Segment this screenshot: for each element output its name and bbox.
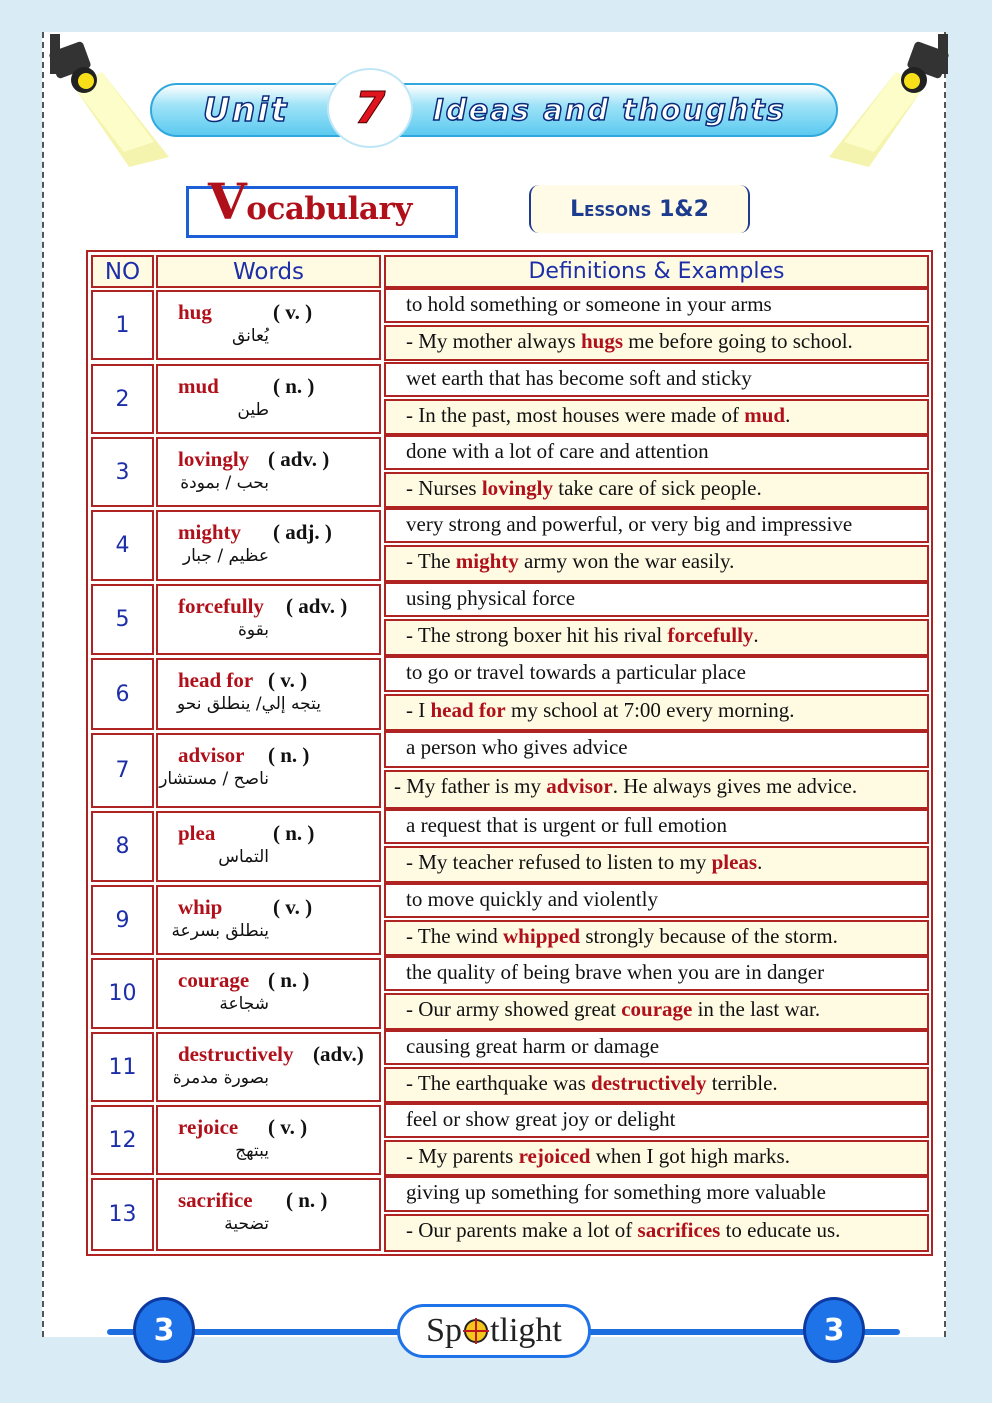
- part-of-speech: (adv.): [313, 1042, 364, 1066]
- lessons-badge: [529, 185, 750, 233]
- unit-number-circle: [327, 68, 413, 148]
- definition-cell: giving up something for something more valuable: [384, 1176, 929, 1212]
- word-english: mighty: [178, 520, 241, 544]
- word-cell: [156, 811, 381, 882]
- definition-cell: to hold something or someone in your arms: [384, 288, 929, 323]
- word-english: mud: [178, 374, 219, 398]
- example-text: - Nurses: [406, 476, 482, 500]
- definition-cell: to go or travel towards a particular place: [384, 656, 929, 692]
- example-cell: [384, 1140, 929, 1176]
- example-text: - My father is my: [394, 774, 547, 798]
- example-cell: [384, 1214, 929, 1252]
- vocabulary-title: [208, 172, 412, 231]
- word-cell: [156, 364, 381, 434]
- example-cell: [384, 472, 929, 508]
- example-text-end: terrible.: [706, 1071, 778, 1095]
- row-number: 12: [91, 1105, 154, 1175]
- word-english: destructively: [178, 1042, 294, 1066]
- row-number: 6: [91, 658, 154, 730]
- example-cell: [384, 920, 929, 956]
- example-text-end: to educate us.: [720, 1218, 841, 1242]
- word-arabic: شجاعة: [219, 994, 269, 1014]
- example-text-end: me before going to school.: [623, 329, 853, 353]
- word-cell: [156, 290, 381, 360]
- spotlight-logo: [397, 1304, 591, 1358]
- part-of-speech: ( n. ): [268, 968, 310, 992]
- lessons-label: Lessons 1&2: [570, 196, 709, 222]
- row-number: 11: [91, 1032, 154, 1102]
- word-cell: [156, 510, 381, 581]
- example-text: - In the past, most houses were made of: [406, 403, 745, 427]
- row-number: 2: [91, 364, 154, 434]
- example-text-end: .: [785, 403, 791, 427]
- word-arabic: عظيم / جبار: [182, 546, 269, 566]
- example-keyword: hugs: [580, 329, 623, 353]
- definition-cell: a person who gives advice: [384, 731, 929, 768]
- word-arabic: التماس: [218, 847, 269, 867]
- word-arabic: بقوة: [237, 620, 269, 640]
- example-keyword: head for: [430, 698, 506, 722]
- word-english: whip: [178, 895, 223, 919]
- example-text: - My teacher refused to listen to my: [406, 850, 712, 874]
- page-number-left: 3: [133, 1297, 195, 1363]
- unit-number: 7: [354, 82, 386, 134]
- part-of-speech: ( n. ): [273, 374, 315, 398]
- row-number: 13: [91, 1178, 154, 1251]
- example-text-end: take care of sick people.: [553, 476, 762, 500]
- row-number: 5: [91, 584, 154, 655]
- word-cell: [156, 1178, 381, 1251]
- example-keyword: advisor: [546, 774, 613, 798]
- word-cell: [156, 733, 381, 808]
- example-keyword: rejoiced: [518, 1144, 591, 1168]
- example-keyword: destructively: [591, 1071, 707, 1095]
- row-number: 7: [91, 733, 154, 808]
- example-cell: [384, 325, 929, 361]
- row-number: 8: [91, 811, 154, 882]
- word-english: hug: [178, 300, 212, 324]
- word-english: plea: [178, 821, 216, 845]
- word-arabic: بحب / بمودة: [180, 473, 269, 493]
- example-keyword: courage: [621, 997, 693, 1021]
- word-arabic: يبتهج: [235, 1141, 269, 1161]
- word-english: rejoice: [178, 1115, 239, 1139]
- word-cell: [156, 1032, 381, 1102]
- example-text: - I: [406, 698, 431, 722]
- example-text: - My parents: [406, 1144, 519, 1168]
- definition-cell: to move quickly and violently: [384, 883, 929, 918]
- example-cell: [384, 619, 929, 656]
- row-number: 10: [91, 958, 154, 1029]
- row-number: 3: [91, 437, 154, 507]
- example-cell: [384, 846, 929, 883]
- word-arabic: تضحية: [224, 1214, 269, 1234]
- vocabulary-initial: V: [208, 172, 247, 231]
- word-arabic: ينطلق بسرعة: [171, 921, 269, 941]
- word-arabic: بصورة مدمرة: [172, 1068, 269, 1088]
- example-text: - Our parents make a lot of: [406, 1218, 638, 1242]
- brand-text-start: Sp: [426, 1312, 463, 1349]
- example-text-end: .: [757, 850, 763, 874]
- part-of-speech: ( adv. ): [268, 447, 330, 471]
- vocabulary-rest: ocabulary: [246, 191, 412, 227]
- example-keyword: mighty: [455, 549, 519, 573]
- example-keyword: pleas: [711, 850, 758, 874]
- example-text-end: when I got high marks.: [590, 1144, 790, 1168]
- part-of-speech: ( v. ): [268, 1115, 308, 1139]
- part-of-speech: ( adj. ): [273, 520, 332, 544]
- example-text-end: my school at 7:00 every morning.: [505, 698, 795, 722]
- header-no: NO: [91, 255, 154, 288]
- word-cell: [156, 958, 381, 1029]
- word-arabic: طين: [237, 400, 269, 420]
- example-text: - Our army showed great: [406, 997, 622, 1021]
- word-arabic: يُعانق: [231, 326, 269, 346]
- word-arabic: ناصح / مستشار: [159, 769, 269, 789]
- word-cell: [156, 437, 381, 507]
- row-number: 4: [91, 510, 154, 581]
- word-english: advisor: [178, 743, 245, 767]
- word-english: sacrifice: [178, 1188, 253, 1212]
- example-cell: [384, 545, 929, 582]
- example-text: - The strong boxer hit his rival: [406, 623, 668, 647]
- example-text: - The earthquake was: [406, 1071, 592, 1095]
- part-of-speech: ( n. ): [273, 821, 315, 845]
- example-text: - The: [406, 549, 456, 573]
- example-text: - The wind: [406, 924, 504, 948]
- word-arabic: يتجه إلي/ ينطلق نحو: [176, 694, 321, 714]
- part-of-speech: ( n. ): [268, 743, 310, 767]
- example-keyword: forcefully: [667, 623, 754, 647]
- example-text-end: .: [753, 623, 759, 647]
- part-of-speech: ( adv. ): [286, 594, 348, 618]
- definition-cell: wet earth that has become soft and sticky: [384, 362, 929, 397]
- example-cell: [384, 1067, 929, 1103]
- example-text-end: in the last war.: [692, 997, 821, 1021]
- definition-cell: done with a lot of care and attention: [384, 435, 929, 470]
- example-cell: [384, 399, 929, 435]
- word-english: lovingly: [178, 447, 250, 471]
- definition-cell: causing great harm or damage: [384, 1030, 929, 1065]
- example-keyword: sacrifices: [637, 1218, 721, 1242]
- unit-label: Unit: [203, 90, 289, 129]
- unit-title: Ideas and thoughts: [433, 93, 786, 127]
- example-cell: [384, 694, 929, 731]
- example-text: - My mother always: [406, 329, 581, 353]
- word-english: courage: [178, 968, 250, 992]
- row-number: 1: [91, 290, 154, 360]
- header-definitions: Definitions & Examples: [384, 255, 929, 288]
- part-of-speech: ( n. ): [286, 1188, 328, 1212]
- part-of-speech: ( v. ): [273, 300, 313, 324]
- row-number: 9: [91, 885, 154, 955]
- word-english: head for: [178, 668, 254, 692]
- word-cell: [156, 1105, 381, 1175]
- header-words: Words: [156, 255, 381, 288]
- example-keyword: whipped: [503, 924, 581, 948]
- word-english: forcefully: [178, 594, 264, 618]
- definition-cell: using physical force: [384, 582, 929, 617]
- vocabulary-table: [86, 250, 933, 1256]
- definition-cell: the quality of being brave when you are in danger: [384, 956, 929, 991]
- target-o-icon: [463, 1318, 489, 1344]
- example-keyword: mud: [744, 403, 786, 427]
- word-cell: [156, 658, 381, 730]
- definition-cell: a request that is urgent or full emotion: [384, 809, 929, 844]
- example-text-end: army won the war easily.: [518, 549, 735, 573]
- definition-cell: feel or show great joy or delight: [384, 1103, 929, 1138]
- page-number-right: 3: [803, 1297, 865, 1363]
- word-cell: [156, 885, 381, 955]
- example-text-end: strongly because of the storm.: [580, 924, 838, 948]
- brand-text-end: tlight: [490, 1312, 562, 1349]
- example-cell: [384, 993, 929, 1030]
- word-cell: [156, 584, 381, 655]
- definition-cell: very strong and powerful, or very big and impressive: [384, 508, 929, 543]
- part-of-speech: ( v. ): [273, 895, 313, 919]
- example-cell: [384, 770, 929, 809]
- example-text-end: . He always gives me advice.: [612, 774, 858, 798]
- example-keyword: lovingly: [481, 476, 554, 500]
- part-of-speech: ( v. ): [268, 668, 308, 692]
